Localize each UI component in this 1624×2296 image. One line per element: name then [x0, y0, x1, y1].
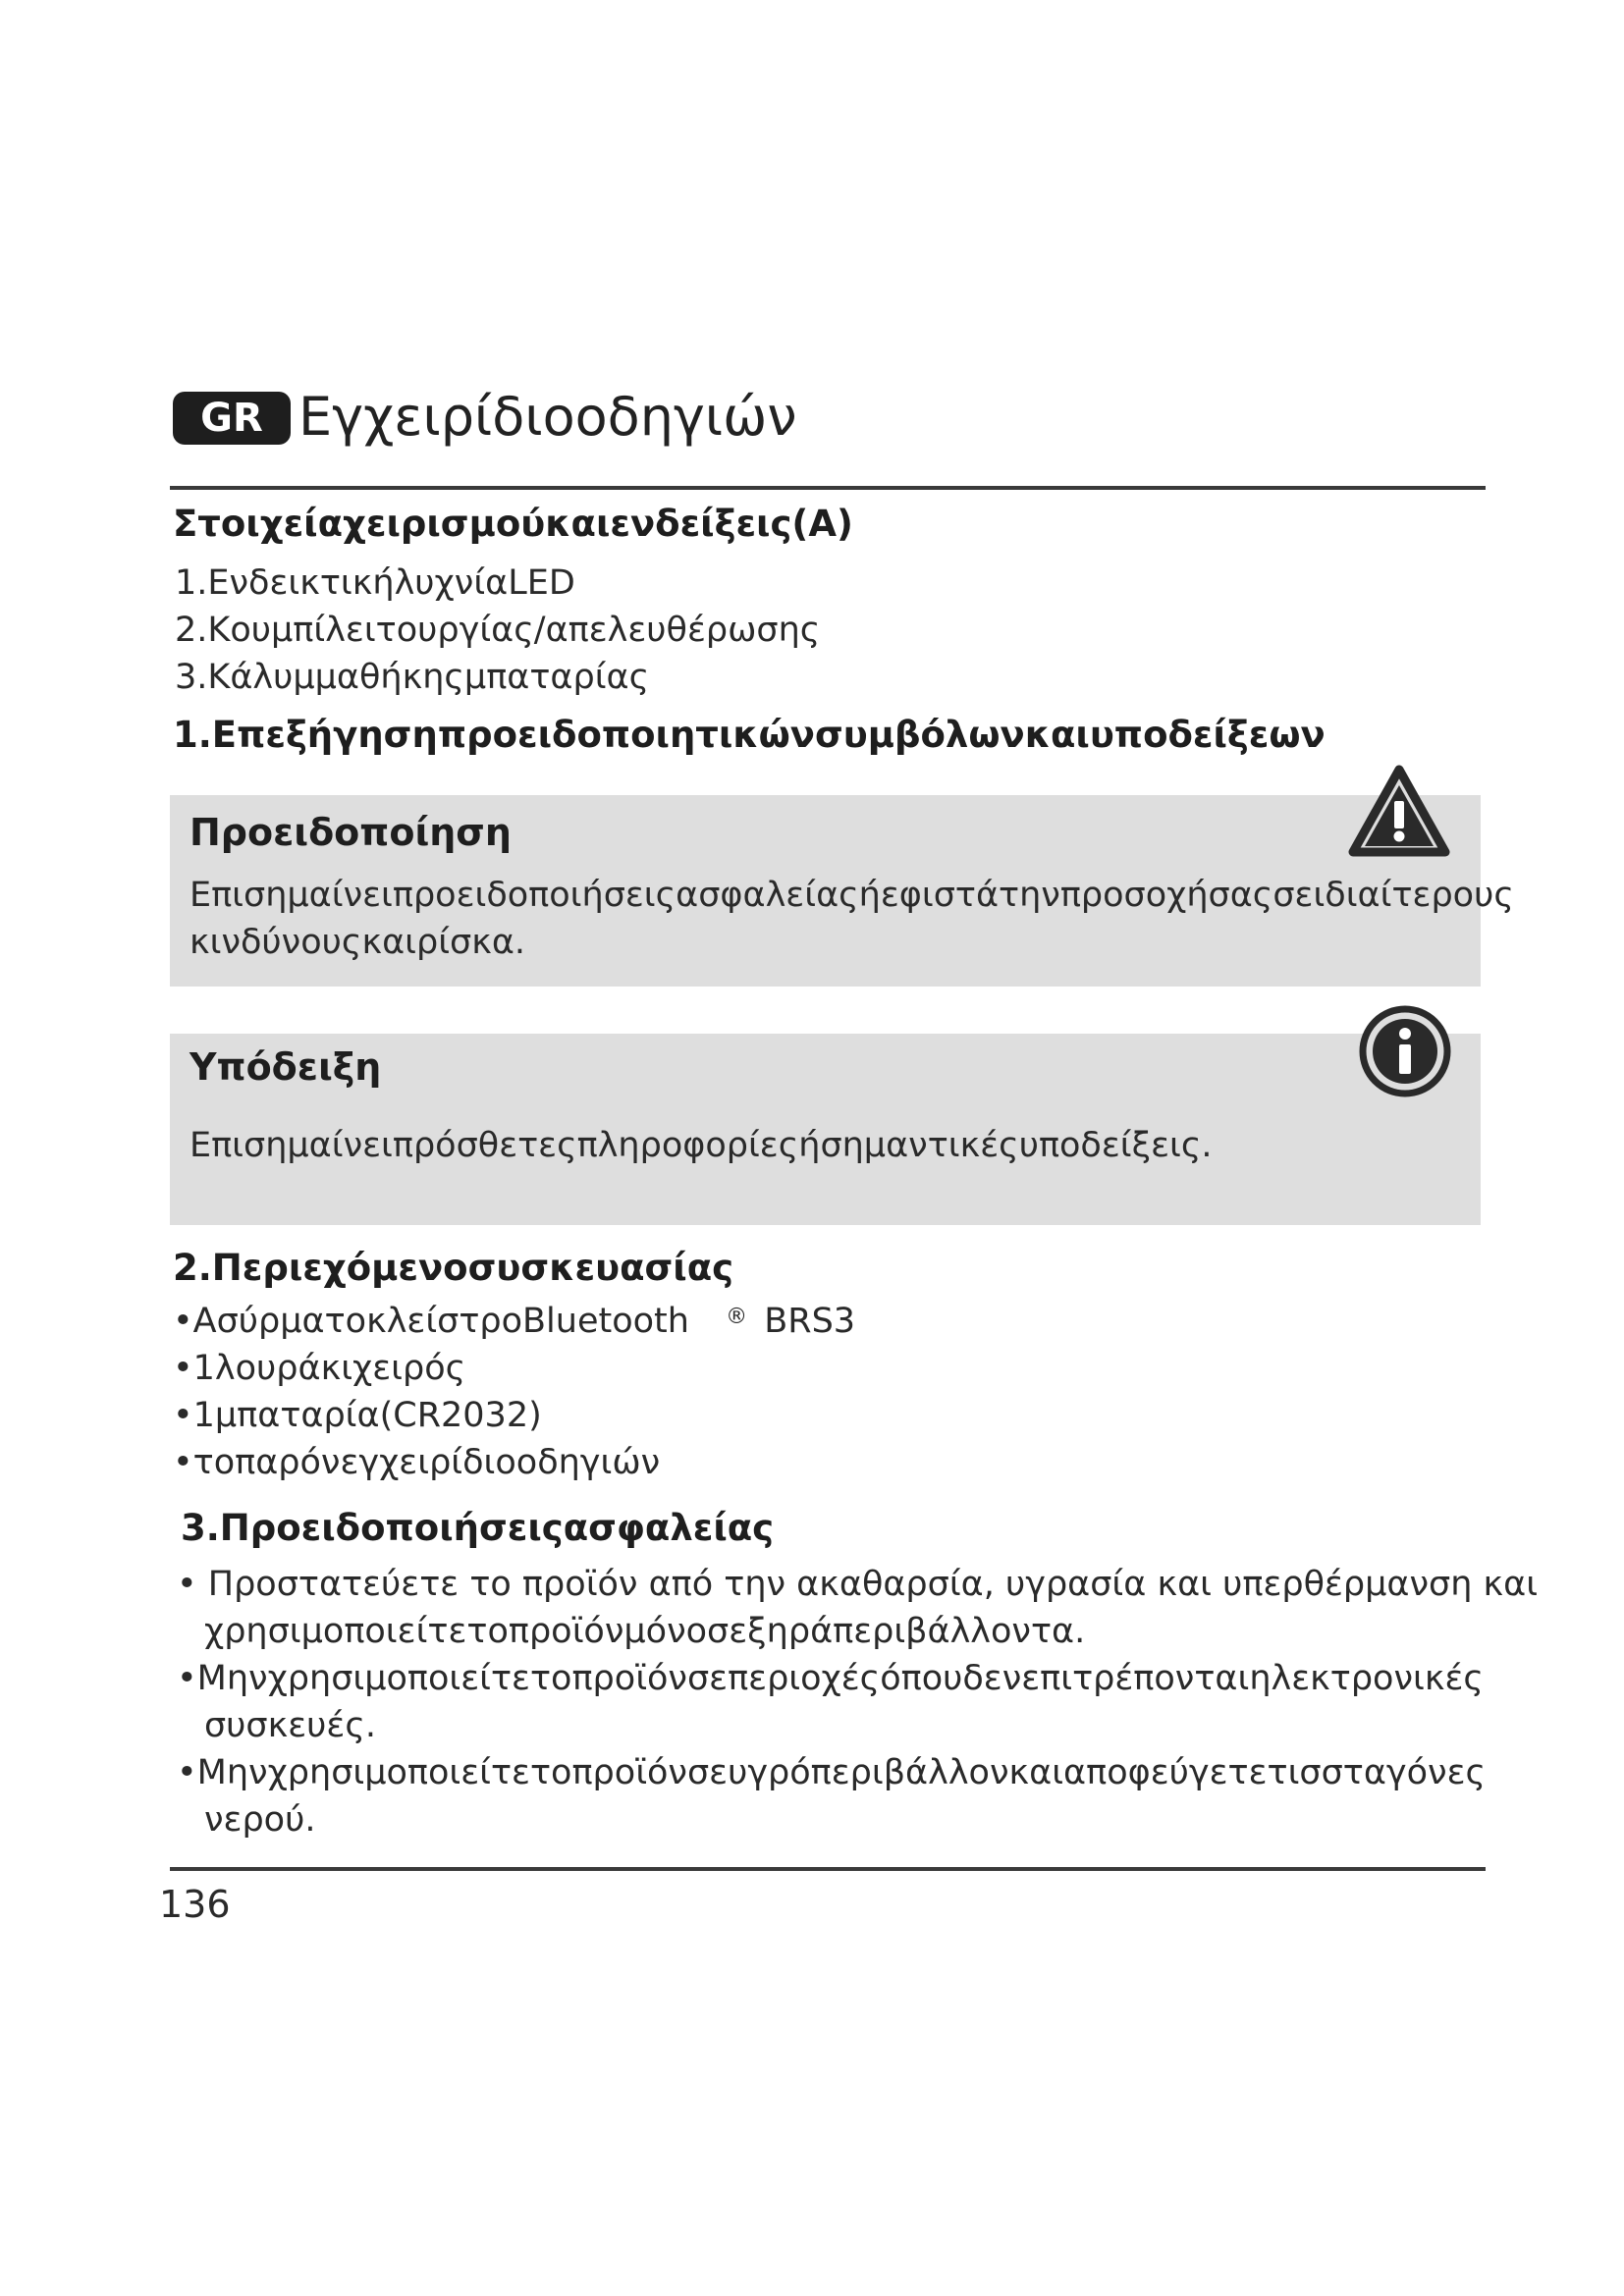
safety-bullet-3-line1: •Μηνχρησιμοποιείτετοπροϊόνσευγρόπεριβάλλονκαιαποφεύγετετισσταγόνες: [177, 1753, 1487, 1792]
footer-divider: [170, 1867, 1486, 1871]
controls-heading: Στοιχείαχειρισμούκαιενδείξεις(A): [173, 503, 853, 545]
page-number: 136: [159, 1883, 231, 1926]
package-item-strap: •1λουράκιχειρός: [173, 1349, 466, 1388]
warning-triangle-icon: [1347, 764, 1451, 860]
language-badge: GR: [173, 392, 291, 445]
registered-mark: ®: [726, 1305, 748, 1329]
header-divider: [170, 486, 1486, 490]
warning-title: Προειδοποίηση: [189, 811, 512, 854]
package-item-shutter: [173, 1298, 855, 1345]
warning-text-line1: Επισημαίνειπροειδοποιήσειςασφαλείαςήεφιστάτηνπροσοχήσαςσειδιαίτερους: [189, 876, 1514, 915]
section3-heading: 3.Προειδοποιήσειςασφαλείας: [181, 1507, 775, 1549]
controls-item-led: 1.ΕνδεικτικήλυχνίαLED: [175, 563, 575, 603]
safety-bullet-3-line2: νερού.: [204, 1800, 316, 1840]
section2-heading: 2.Περιεχόμενοσυσκευασίας: [173, 1247, 734, 1289]
controls-item-button: 2.Κουμπίλειτουργίας/απελευθέρωσης: [175, 611, 821, 650]
safety-bullet-2-line1: •Μηνχρησιμοποιείτετοπροϊόνσεπεριοχέςόπουδενεπιτρέπονταιηλεκτρονικές: [177, 1659, 1484, 1698]
safety-bullet-1-line1: • Προστατεύετε το προϊόν από την ακαθαρσία, υγρασία και υπερθέρμανση και: [177, 1565, 1539, 1604]
note-box: [170, 1034, 1481, 1225]
package-item-battery: •1μπαταρία(CR2032): [173, 1396, 542, 1435]
package-item-model: BRS3: [764, 1302, 856, 1341]
warning-text-line2: κινδύνουςκαιρίσκα.: [189, 923, 526, 962]
document-title: Εγχειρίδιοοδηγιών: [298, 386, 797, 448]
info-circle-icon: [1358, 1004, 1452, 1098]
safety-bullet-1-line2: χρησιμοποιείτετοπροϊόνμόνοσεξηράπεριβάλλοντα.: [204, 1612, 1086, 1651]
warning-box: [170, 795, 1514, 987]
package-item-manual: •τοπαρόνεγχειρίδιοοδηγιών: [173, 1443, 661, 1482]
package-item-shutter-text: •ΑσύρματοκλείστροBluetooth: [173, 1302, 689, 1341]
section1-heading: 1.Επεξήγησηπροειδοποιητικώνσυμβόλωνκαιυποδείξεων: [173, 714, 1326, 756]
note-title: Υπόδειξη: [189, 1045, 382, 1089]
controls-item-battery-cover: 3.Κάλυμμαθήκηςμπαταρίας: [175, 658, 650, 697]
safety-bullet-2-line2: συσκευές.: [204, 1706, 376, 1745]
note-text: Επισημαίνειπρόσθετεςπληροφορίεςήσημαντικέςυποδείξεις.: [189, 1126, 1213, 1165]
